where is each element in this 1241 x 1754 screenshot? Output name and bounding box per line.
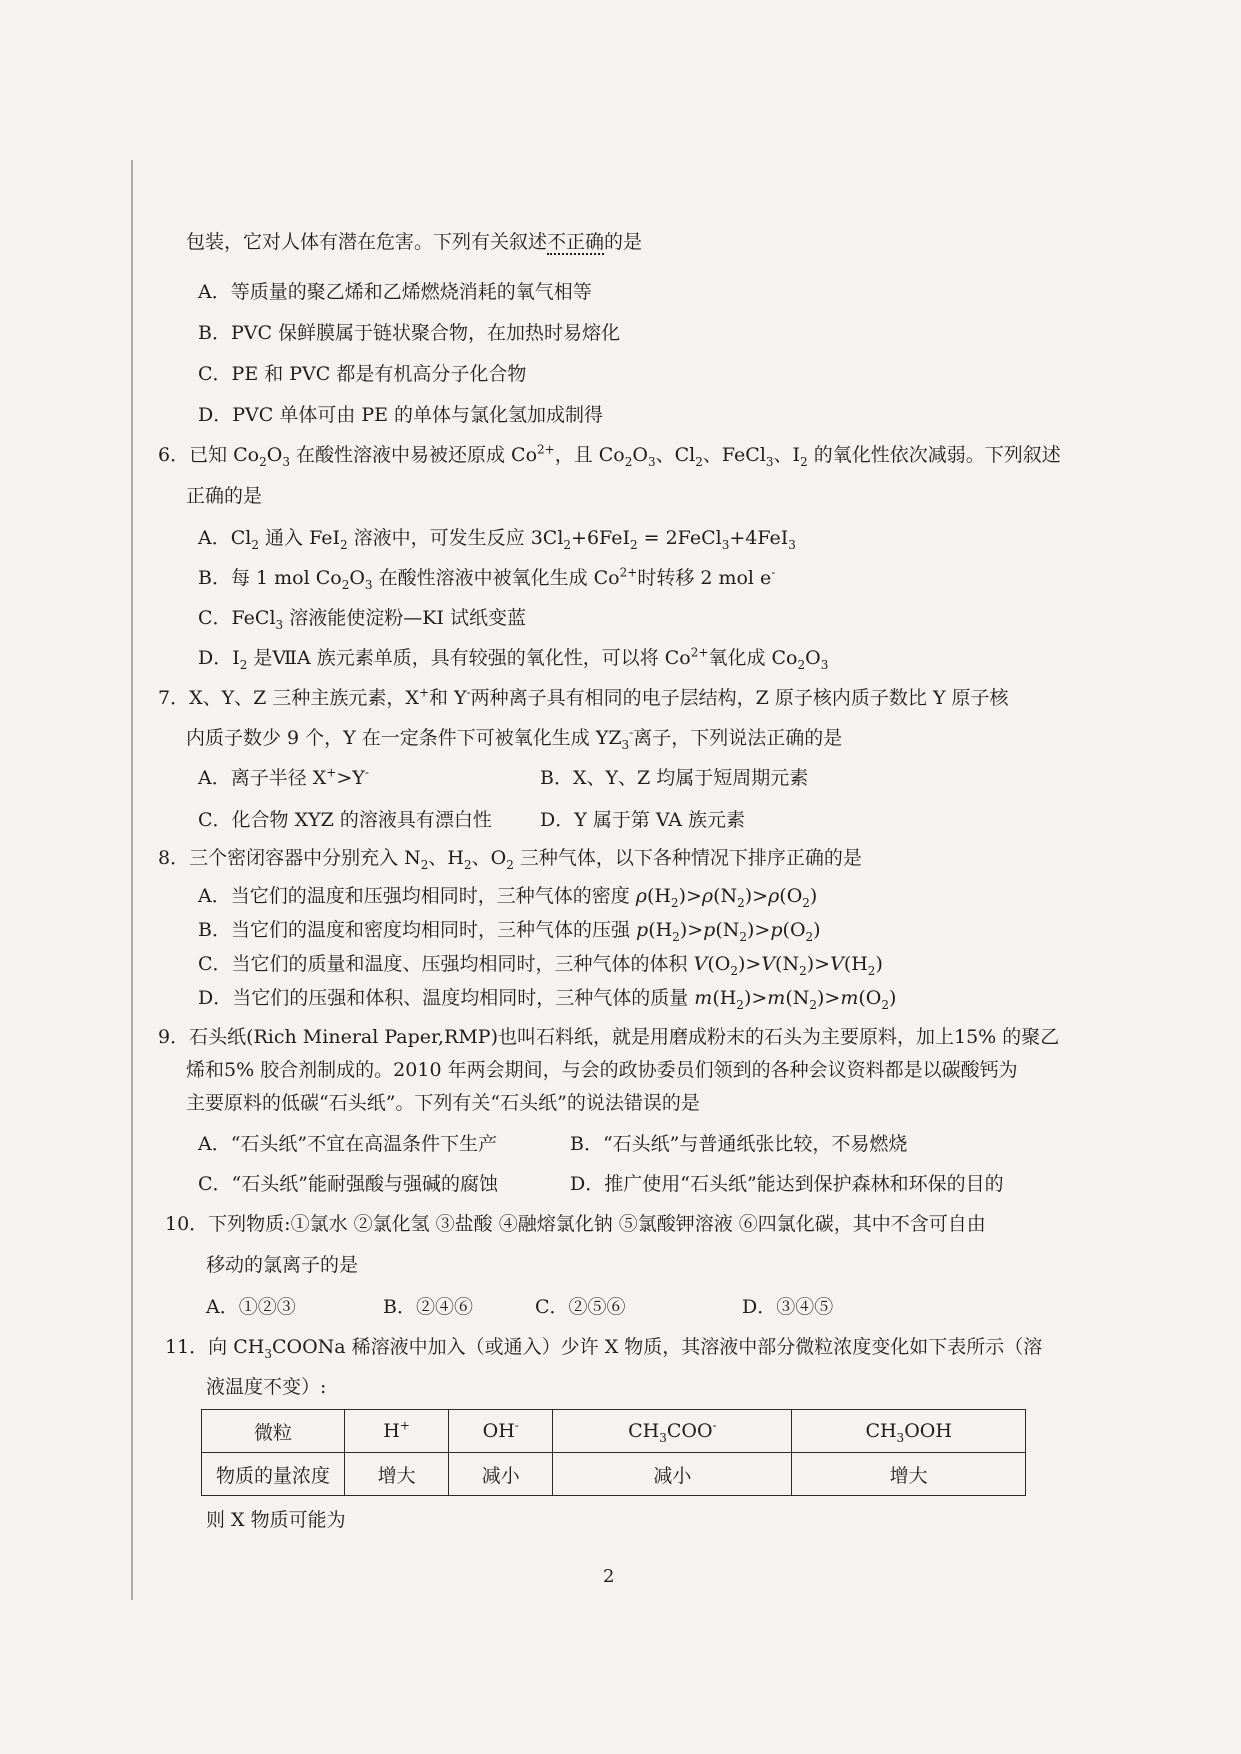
q8-option-d: D．当它们的压强和体积、温度均相同时，三种气体的质量 $m(H_2)>m(N_2)>m(O_2)$ (198, 987, 897, 1012)
q8-option-c: C．当它们的质量和温度、压强均相同时，三种气体的体积 $V(O_2)>V(N_2)>V(H_2)$ (198, 953, 883, 978)
q9-option-d: D．推广使用“石头纸”能达到保护森林和环保的目的 (570, 1173, 1004, 1195)
table-cell: 增大 (792, 1453, 1026, 1496)
page-number: 2 (603, 1566, 615, 1587)
table-cell-h-plus: H+ (345, 1410, 449, 1453)
q7-stem-line2: 内质子数少 9 个，Y 在一定条件下可被氧化生成 $YZ_3^-$离子，下列说法正确的是 (186, 725, 843, 752)
q10-stem-line2: 移动的氯离子的是 (206, 1254, 359, 1276)
q5-option-c: C．PE 和 PVC 都是有机高分子化合物 (198, 363, 527, 385)
q9-stem-line2: 烯和5% 胶合剂制成的。2010 年两会期间，与会的政协委员们领到的各种会议资料都是以碳酸钙为 (186, 1059, 1018, 1081)
q9-stem-line1: 9．石头纸(Rich Mineral Paper,RMP)也叫石料纸，就是用磨成粉末的石头为主要原料，加上15% 的聚乙 (158, 1026, 1060, 1048)
table-cell-oh-minus: OH- (449, 1410, 553, 1453)
q7-option-c: C．化合物 XYZ 的溶液具有漂白性 (198, 809, 492, 831)
q5-option-d: D．PVC 单体可由 PE 的单体与氯化氢加成制得 (198, 404, 604, 426)
table-header-cell: 物质的量浓度 (202, 1453, 345, 1496)
q5-stem: 包装，它对人体有潜在危害。下列有关叙述不正确的是 (186, 231, 643, 253)
q10-stem-line1: 10．下列物质:①氯水 ②氯化氢 ③盐酸 ④融熔氯化钠 ⑤氯酸钾溶液 ⑥四氯化碳，其中不含可自由 (165, 1213, 986, 1235)
table-header-cell: 微粒 (202, 1410, 345, 1453)
q10-option-c: C．②⑤⑥ (535, 1296, 626, 1318)
q6-stem-line1: 6．已知 $Co_2O_3$ 在酸性溶液中易被还原成 $Co^{2+}$，且 $Co_2O_3$、$Cl_2$、FeCl$_3$、$I_2$ 的氧化性依次减弱。下列叙述 (158, 442, 1061, 469)
q7-stem-line1: 7．X、Y、Z 三种主族元素，X+和 Y-两种离子具有相同的电子层结构，Z 原子核内质子数比 Y 原子核 (158, 685, 1009, 709)
q6-option-c: C．FeCl$_3$ 溶液能使淀粉—KI 试纸变蓝 (198, 607, 526, 632)
q8-option-a: A．当它们的温度和压强均相同时，三种气体的密度 $\rho(H_2)>\rho(N_2)>\rho(O_2)$ (198, 885, 818, 910)
table-row-concentration (202, 1453, 1026, 1496)
q9-stem-line3: 主要原料的低碳“石头纸”。下列有关“石头纸”的说法错误的是 (186, 1092, 700, 1114)
q7-option-d: D．Y 属于第 VA 族元素 (540, 809, 746, 831)
q6-stem-line2: 正确的是 (186, 485, 263, 507)
q7-option-a: A．离子半径 X+>Y- (198, 765, 369, 789)
q5-option-b: B．PVC 保鲜膜属于链状聚合物，在加热时易熔化 (198, 322, 621, 344)
left-margin-line (131, 160, 133, 1600)
q11-stem-line1: 11．向 $CH_3COONa$ 稀溶液中加入（或通入）少许 X 物质，其溶液中部分微粒浓度变化如下表所示（溶 (165, 1336, 1043, 1361)
q5-emphasis: 不正确 (547, 231, 605, 253)
q6-option-a: A．$Cl_2$ 通入 FeI$_2$ 溶液中，可发生反应 $3Cl_2+6FeI_2$ = 2FeCl$_3$+4FeI$_3$ (198, 527, 796, 552)
concentration-table (201, 1409, 1026, 1496)
q10-option-b: B．②④⑥ (383, 1296, 473, 1318)
q7-option-b: B．X、Y、Z 均属于短周期元素 (540, 767, 809, 789)
q10-option-d: D．③④⑤ (742, 1296, 834, 1318)
table-cell: 减小 (449, 1453, 553, 1496)
q11-stem-line2: 液温度不变）: (206, 1376, 327, 1398)
q6-option-b: B．每 1 mol $Co_2O_3$ 在酸性溶液中被氧化生成 $Co^{2+}$时转移 2 mol e- (198, 565, 776, 592)
q6-option-d: D．$I_2$ 是ⅦA 族元素单质，具有较强的氧化性，可以将 $Co^{2+}$氧化成 $Co_2O_3$ (198, 645, 829, 672)
q8-stem: 8．三个密闭容器中分别充入 $N_2$、$H_2$、$O_2$ 三种气体，以下各种情况下排序正确的是 (158, 847, 862, 872)
table-row-particles (202, 1410, 1026, 1453)
q9-option-a: A．“石头纸”不宜在高温条件下生产 (198, 1133, 498, 1155)
table-cell: 减小 (553, 1453, 792, 1496)
q8-option-b: B．当它们的温度和密度均相同时，三种气体的压强 $p(H_2)>p(N_2)>p(O_2)$ (198, 919, 821, 944)
q9-option-b: B．“石头纸”与普通纸张比较，不易燃烧 (570, 1133, 908, 1155)
table-cell-acid: $CH_3OOH$ (792, 1410, 1026, 1453)
q5-option-a: A．等质量的聚乙烯和乙烯燃烧消耗的氧气相等 (198, 281, 592, 303)
q11-tail: 则 X 物质可能为 (206, 1509, 346, 1531)
q9-option-c: C．“石头纸”能耐强酸与强碱的腐蚀 (198, 1173, 498, 1195)
table-cell-acetate: $CH_3COO^-$ (553, 1410, 792, 1453)
q10-option-a: A．①②③ (206, 1296, 296, 1318)
table-cell: 增大 (345, 1453, 449, 1496)
